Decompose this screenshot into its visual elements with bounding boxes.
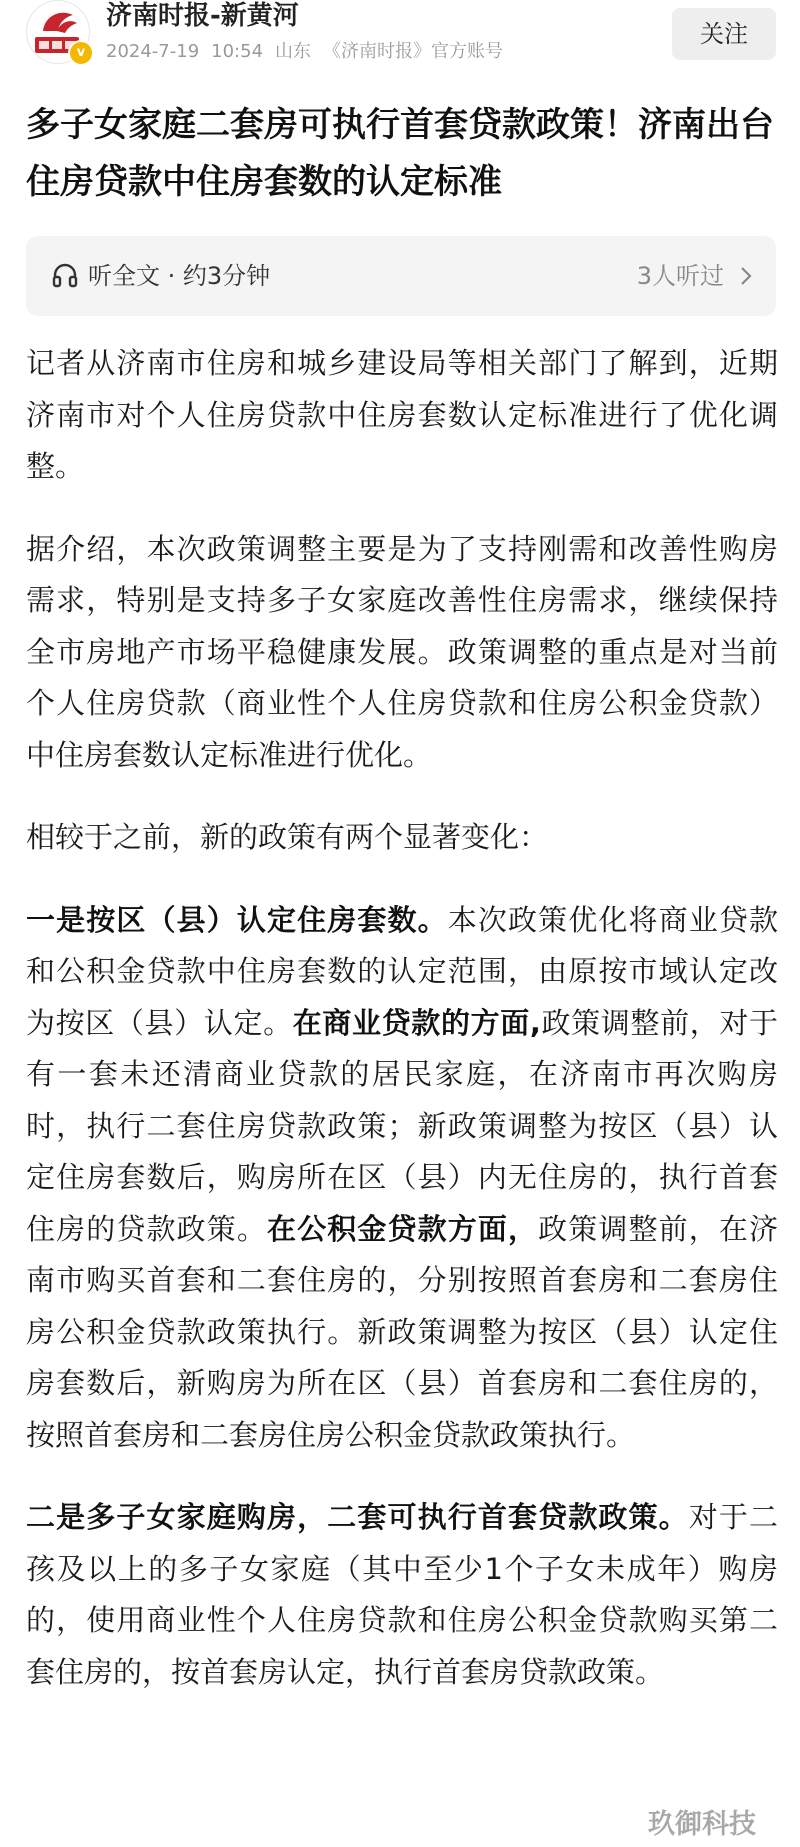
listen-full-text-bar[interactable] [26, 236, 776, 316]
change-one-text: 本次政策优化将商业贷款和公积金贷款中住房套数的认定范围，由原按市域认定改为按区（县）认定。 [26, 902, 778, 1040]
listen-count: 3人听过 [636, 262, 724, 290]
account-description: 《济南时报》官方账号 [323, 41, 504, 62]
paragraph-change-one [26, 895, 778, 1462]
commercial-loan-text: 政策调整前，对于有一套未还清商业贷款的居民家庭，在济南市再次购房时，执行二套住房贷款政策；新政策调整为按区（县）认定住房套数后，购房所在区（县）内无住房的，执行首套住房的贷款政策。 [26, 1005, 778, 1246]
change-one-heading: 一是按区（县）认定住房套数。 [26, 902, 448, 937]
post-date: 2024-7-19 [106, 41, 200, 62]
listen-label: 听全文 · 约3分钟 [88, 262, 271, 290]
source-name[interactable]: 济南时报-新黄河 [106, 1, 299, 31]
commercial-loan-heading: 在商业贷款的方面, [292, 1005, 541, 1040]
verified-badge-icon: v [68, 40, 94, 66]
article-header [0, 0, 800, 78]
article-title: 多子女家庭二套房可执行首套贷款政策！济南出台住房贷款中住房套数的认定标准 [26, 105, 774, 202]
follow-button[interactable]: 关注 [672, 8, 776, 60]
paragraph-change-two [26, 1492, 778, 1698]
watermark: 玖御科技 [648, 1809, 756, 1840]
article-body [26, 338, 778, 1729]
change-two-text: 对于二孩及以上的多子女家庭（其中至少1个子女未成年）购房的，使用商业性个人住房贷款和住房公积金贷款购买第二套住房的，按首套房认定，执行首套房贷款政策。 [26, 1500, 778, 1689]
provident-fund-heading: 在公积金贷款方面， [267, 1211, 539, 1246]
chevron-right-icon [740, 266, 752, 286]
paragraph-background: 据介绍，本次政策调整主要是为了支持刚需和改善性购房需求，特别是支持多子女家庭改善性住房需求，继续保持全市房地产市场平稳健康发展。政策调整的重点是对当前个人住房贷款（商业性个人住房贷款和住房公积金贷款）中住房套数认定标准进行优化。 [26, 531, 778, 772]
paragraph-intro: 记者从济南市住房和城乡建设局等相关部门了解到，近期济南市对个人住房贷款中住房套数认定标准进行了优化调整。 [26, 346, 778, 483]
headphones-icon [52, 262, 78, 288]
post-time: 10:54 [211, 41, 264, 62]
paragraph-changes-lead: 相较于之前，新的政策有两个显著变化： [26, 820, 549, 854]
change-two-heading: 二是多子女家庭购房，二套可执行首套贷款政策。 [26, 1500, 689, 1534]
post-location: 山东 [275, 41, 312, 62]
post-meta [106, 40, 515, 64]
provident-fund-text: 政策调整前，在济南市购买首套和二套住房的，分别按照首套房和二套房住房公积金贷款政策执行。新政策调整为按区（县）认定住房套数后，新购房为所在区（县）首套房和二套住房的，按照首套房和二套房住房公积金贷款政策执行。 [26, 1211, 778, 1452]
